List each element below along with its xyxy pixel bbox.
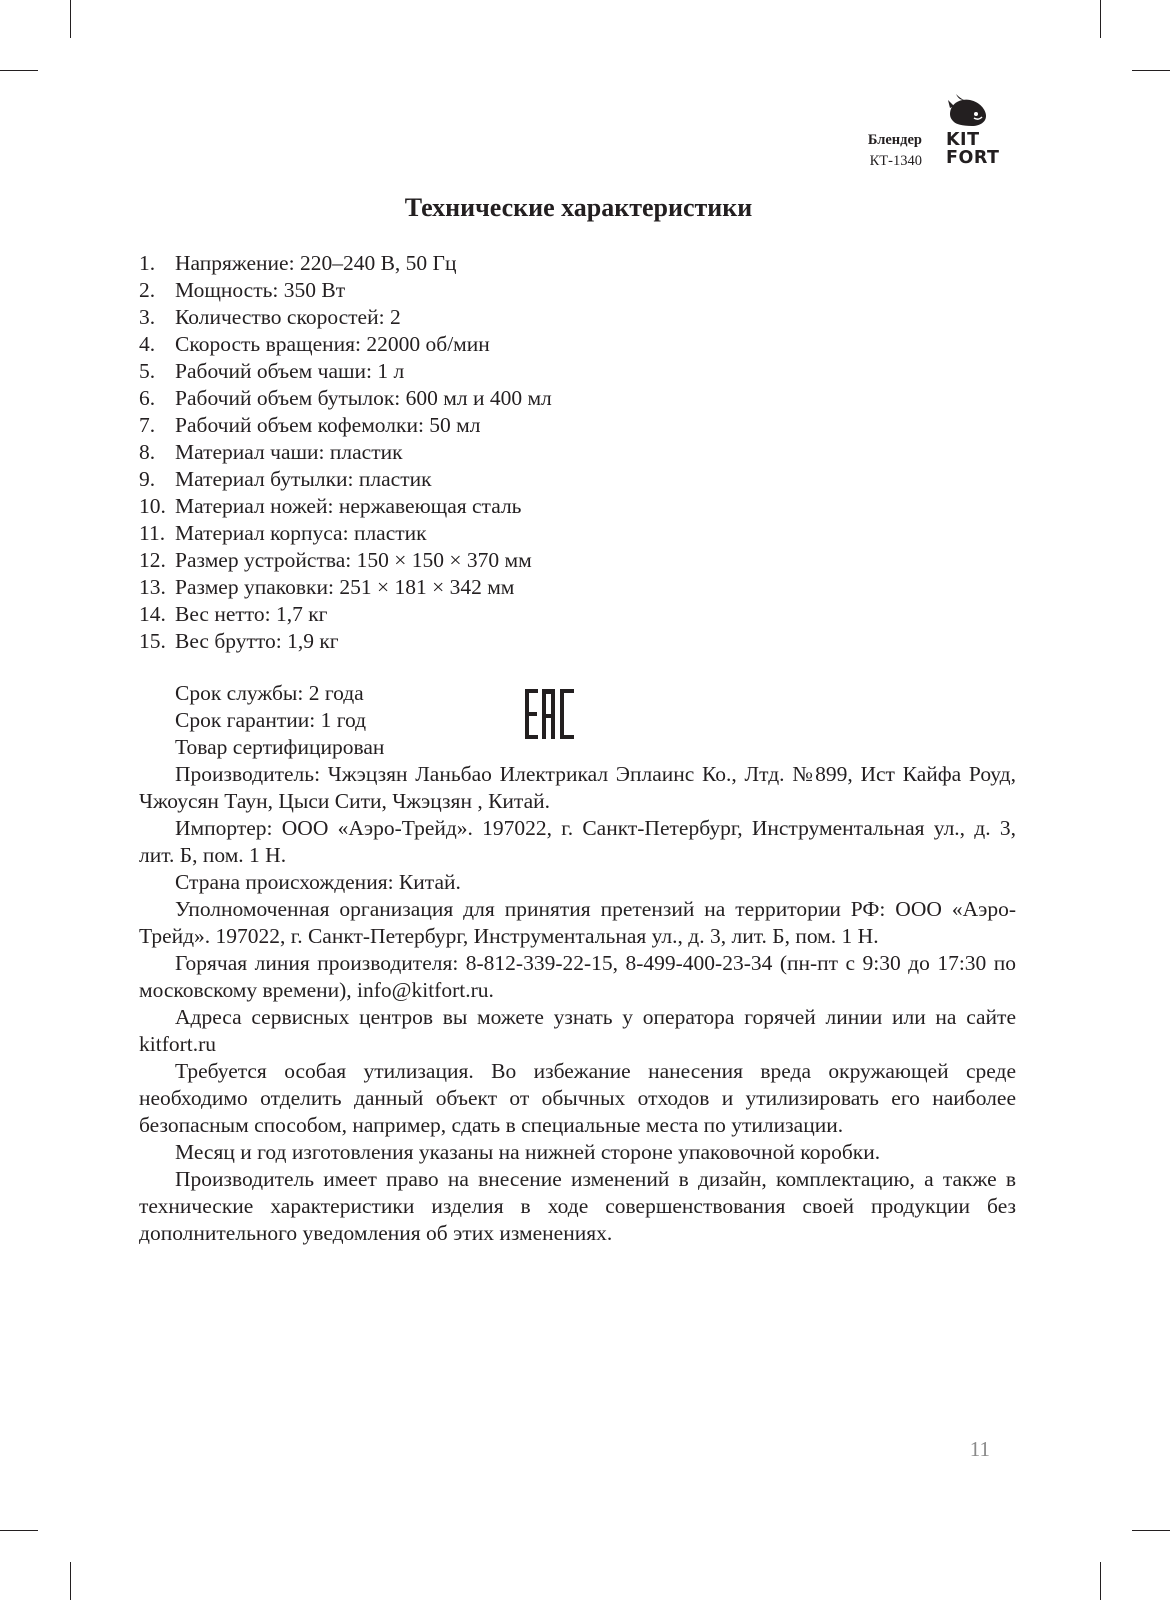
spec-number: 4.	[139, 332, 156, 356]
spec-item	[139, 601, 1019, 628]
spec-number: 15.	[139, 629, 166, 653]
spec-text: Количество скоростей: 2	[175, 305, 401, 329]
spec-item	[139, 412, 1019, 439]
spec-text: Рабочий объем бутылок: 600 мл и 400 мл	[175, 386, 552, 410]
disposal-info: Требуется особая утилизация. Во избежание нанесения вреда окружающей среде необходимо отделить данный объект от обычных отходов и утилизировать его наиболее безопасным способом, например, сдать в специальные места по утилизации.	[139, 1059, 1016, 1137]
spec-text: Материал чаши: пластик	[175, 440, 403, 464]
spec-item	[139, 358, 1019, 385]
brand-word-fort: FORT	[946, 148, 1000, 168]
spec-text: Размер устройства: 150 × 150 × 370 мм	[175, 548, 532, 572]
service-life: Срок службы: 2 года	[175, 681, 364, 705]
manufacture-date-info: Месяц и год изготовления указаны на нижней стороне упаковочной коробки.	[175, 1140, 881, 1164]
spec-item	[139, 520, 1019, 547]
spec-text: Рабочий объем чаши: 1 л	[175, 359, 405, 383]
spec-item	[139, 250, 1019, 277]
certification-note: Товар сертифицирован	[175, 735, 385, 759]
page-number: 11	[969, 1437, 990, 1461]
spec-text: Скорость вращения: 22000 об/мин	[175, 332, 490, 356]
spec-number: 3.	[139, 305, 156, 329]
manufacturer-info: Производитель: Чжэцзян Ланьбао Илектрикал Эплаинс Ко., Лтд. №899, Ист Кайфа Роуд, Чжоусян Таун, Цыси Сити, Чжэцзян , Китай.	[139, 762, 1016, 813]
crop-mark-top-right	[1100, 0, 1101, 38]
spec-text: Рабочий объем кофемолки: 50 мл	[175, 413, 481, 437]
spec-number: 12.	[139, 548, 166, 572]
spec-item	[139, 466, 1019, 493]
warranty-period: Срок гарантии: 1 год	[175, 708, 367, 732]
crop-mark-bottom-right-h	[1132, 1530, 1170, 1531]
crop-mark-top-left-h	[0, 70, 38, 71]
brand-word-kit: KIT	[946, 130, 980, 150]
service-centers-info: Адреса сервисных центров вы можете узнать у оператора горячей линии или на сайте kitfort.ru	[139, 1005, 1016, 1056]
crop-mark-bottom-left	[70, 1562, 71, 1600]
spec-number: 8.	[139, 440, 156, 464]
spec-text: Материал корпуса: пластик	[175, 521, 427, 545]
page-title: Технические характеристики	[404, 193, 753, 222]
importer-info: Импортер: ООО «Аэро-Трейд». 197022, г. Санкт-Петербург, Инструментальная ул., д. 3, лит. Б, пом. 1 Н.	[139, 816, 1016, 867]
spec-item	[139, 385, 1019, 412]
spec-number: 14.	[139, 602, 166, 626]
spec-item	[139, 277, 1019, 304]
spec-number: 7.	[139, 413, 156, 437]
specs-list	[139, 250, 1019, 655]
crop-mark-bottom-left-h	[0, 1530, 38, 1531]
spec-item	[139, 493, 1019, 520]
authorized-organization: Уполномоченная организация для принятия претензий на территории РФ: ООО «Аэро-Трейд». 197022, г. Санкт-Петербург, Инструментальная ул., д. 3, лит. Б, пом. 1 Н.	[139, 897, 1016, 948]
hotline-info: Горячая линия производителя: 8-812-339-22-15, 8-499-400-23-34 (пн-пт с 9:30 до 17:30 по московскому времени), info@kitfort.ru.	[139, 951, 1016, 1002]
spec-text: Материал ножей: нержавеющая сталь	[175, 494, 522, 518]
spec-item	[139, 304, 1019, 331]
spec-number: 10.	[139, 494, 166, 518]
crop-mark-bottom-right	[1100, 1562, 1101, 1600]
product-info	[868, 130, 922, 172]
spec-text: Вес брутто: 1,9 кг	[175, 629, 339, 653]
info-section	[139, 680, 1016, 1247]
spec-item	[139, 331, 1019, 358]
eac-certification-icon	[525, 689, 575, 739]
country-of-origin: Страна происхождения: Китай.	[175, 870, 461, 894]
spec-text: Вес нетто: 1,7 кг	[175, 602, 328, 626]
spec-item	[139, 628, 1019, 655]
crop-mark-top-right-h	[1132, 70, 1170, 71]
page-header	[830, 92, 1020, 172]
spec-item	[139, 547, 1019, 574]
product-model: КТ-1340	[869, 153, 922, 169]
product-name: Блендер	[867, 132, 922, 148]
crop-mark-top-left	[70, 0, 71, 38]
spec-number: 11.	[139, 521, 166, 545]
spec-text: Материал бутылки: пластик	[175, 467, 432, 491]
spec-number: 5.	[139, 359, 156, 383]
spec-text: Мощность: 350 Вт	[175, 278, 346, 302]
spec-number: 13.	[139, 575, 166, 599]
spec-number: 9.	[139, 467, 156, 491]
changes-notice: Производитель имеет право на внесение изменений в дизайн, комплектацию, а также в технические характеристики изделия в ходе совершенствования своей продукции без дополнительного уведомления об этих изменениях.	[139, 1167, 1016, 1245]
spec-number: 6.	[139, 386, 156, 410]
spec-item	[139, 574, 1019, 601]
spec-item	[139, 439, 1019, 466]
spec-number: 1.	[139, 251, 156, 275]
whale-icon	[946, 92, 990, 132]
brand-logo	[938, 92, 1018, 172]
spec-text: Размер упаковки: 251 × 181 × 342 мм	[175, 575, 515, 599]
spec-text: Напряжение: 220–240 В, 50 Гц	[175, 251, 457, 275]
spec-number: 2.	[139, 278, 156, 302]
